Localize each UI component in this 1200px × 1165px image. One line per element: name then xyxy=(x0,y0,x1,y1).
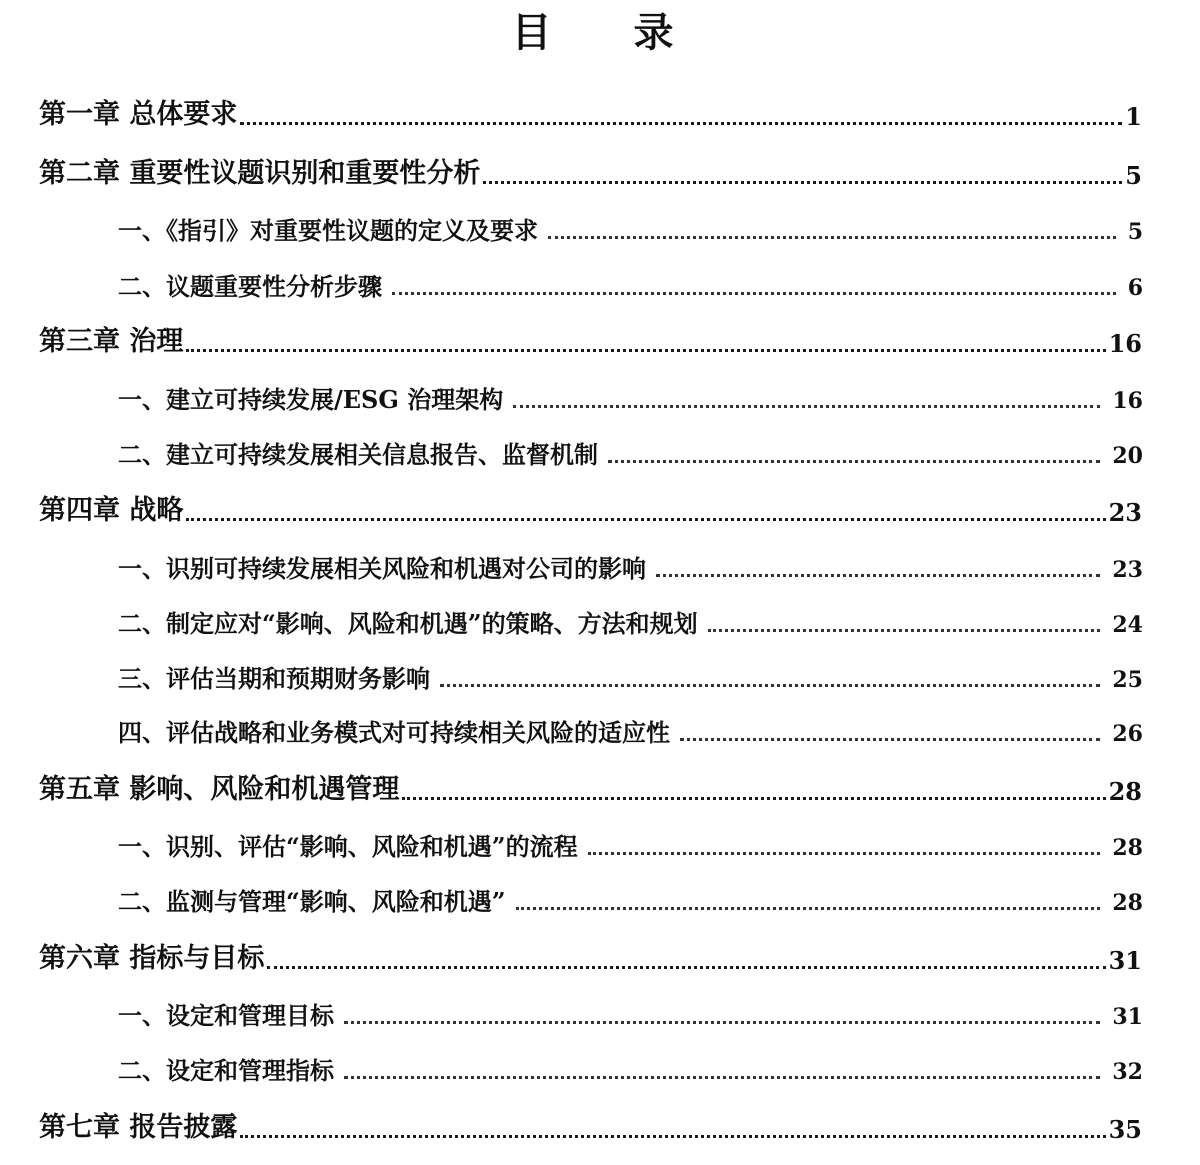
entry-label: 第六章 指标与目标 xyxy=(39,943,265,975)
toc-entry[interactable] xyxy=(39,321,1142,357)
page-number: 31 xyxy=(1112,1003,1143,1030)
toc-entry[interactable] xyxy=(39,1107,1142,1143)
entry-label: 二、制定应对“影响、风险和机遇”的策略、方法和规划 xyxy=(118,608,698,638)
dot-leader xyxy=(608,460,1100,463)
toc-entry[interactable] xyxy=(118,210,1143,244)
entry-label: 一、识别、评估“影响、风险和机遇”的流程 xyxy=(118,831,578,861)
page-number: 28 xyxy=(1108,776,1142,806)
dot-leader xyxy=(440,684,1100,687)
toc-entry[interactable] xyxy=(118,712,1143,746)
page-number: 31 xyxy=(1108,945,1142,975)
entry-label: 二、设定和管理指标 xyxy=(118,1055,334,1085)
dot-leader xyxy=(186,518,1105,521)
dot-leader xyxy=(344,1076,1100,1079)
entry-label: 第一章 总体要求 xyxy=(39,99,238,131)
entry-label: 二、建立可持续发展相关信息报告、监督机制 xyxy=(118,439,598,469)
dot-leader xyxy=(240,122,1122,125)
toc-entry[interactable] xyxy=(118,995,1143,1029)
entry-label: 一、《指引》对重要性议题的定义及要求 xyxy=(118,215,538,245)
dot-leader xyxy=(240,1135,1105,1138)
page-number: 1 xyxy=(1125,101,1142,131)
toc-entry[interactable] xyxy=(118,658,1143,692)
page-number: 23 xyxy=(1108,497,1142,527)
toc-entry[interactable] xyxy=(118,1050,1143,1084)
dot-leader xyxy=(513,405,1100,408)
toc-entry[interactable] xyxy=(118,826,1143,860)
dot-leader xyxy=(708,629,1101,632)
page-title: 目 录 xyxy=(511,9,708,56)
page-number: 16 xyxy=(1112,387,1143,414)
dot-leader xyxy=(267,966,1105,969)
dot-leader xyxy=(186,349,1105,352)
toc-entry[interactable] xyxy=(118,603,1143,637)
page-number: 26 xyxy=(1112,720,1143,747)
entry-label: 三、评估当期和预期财务影响 xyxy=(118,663,430,693)
page-number: 23 xyxy=(1112,556,1143,583)
page-number: 16 xyxy=(1108,328,1142,358)
toc-entry[interactable] xyxy=(39,153,1142,189)
dot-leader xyxy=(483,181,1122,184)
entry-label: 二、议题重要性分析步骤 xyxy=(118,271,382,301)
entry-label: 一、建立可持续发展/ESG 治理架构 xyxy=(118,384,504,414)
page-number: 28 xyxy=(1112,834,1143,861)
dot-leader xyxy=(656,574,1100,577)
dot-leader xyxy=(588,852,1101,855)
entry-label: 第五章 影响、风险和机遇管理 xyxy=(39,774,400,806)
page-number: 24 xyxy=(1112,611,1143,638)
page-number: 6 xyxy=(1127,274,1143,301)
toc-entry[interactable] xyxy=(118,881,1143,915)
dot-leader xyxy=(548,236,1116,239)
page-number: 35 xyxy=(1108,1114,1142,1144)
toc-entry[interactable] xyxy=(39,769,1142,805)
page-number: 20 xyxy=(1112,442,1143,469)
page-number: 28 xyxy=(1112,889,1143,916)
dot-leader xyxy=(392,292,1116,295)
toc-entry[interactable] xyxy=(39,938,1142,974)
toc-entry[interactable] xyxy=(118,434,1143,468)
toc-entry[interactable] xyxy=(118,266,1143,300)
toc-entry[interactable] xyxy=(39,94,1142,130)
dot-leader xyxy=(402,797,1105,800)
toc-entry[interactable] xyxy=(118,379,1143,413)
entry-label: 第四章 战略 xyxy=(39,495,184,527)
page-number: 5 xyxy=(1125,160,1142,190)
entry-label: 一、识别可持续发展相关风险和机遇对公司的影响 xyxy=(118,553,646,583)
entry-label: 第二章 重要性议题识别和重要性分析 xyxy=(39,158,481,190)
dot-leader xyxy=(516,907,1101,910)
page-number: 25 xyxy=(1112,666,1143,693)
entry-label: 第七章 报告披露 xyxy=(39,1112,238,1144)
entry-label: 第三章 治理 xyxy=(39,326,184,358)
toc-entry[interactable] xyxy=(39,490,1142,526)
dot-leader xyxy=(680,738,1100,741)
entry-label: 四、评估战略和业务模式对可持续相关风险的适应性 xyxy=(118,717,670,747)
page-number: 32 xyxy=(1112,1058,1143,1085)
toc-entry[interactable] xyxy=(118,548,1143,582)
page-number: 5 xyxy=(1127,218,1143,245)
dot-leader xyxy=(344,1021,1100,1024)
entry-label: 一、设定和管理目标 xyxy=(118,1000,334,1030)
entry-label: 二、监测与管理“影响、风险和机遇” xyxy=(118,886,506,916)
